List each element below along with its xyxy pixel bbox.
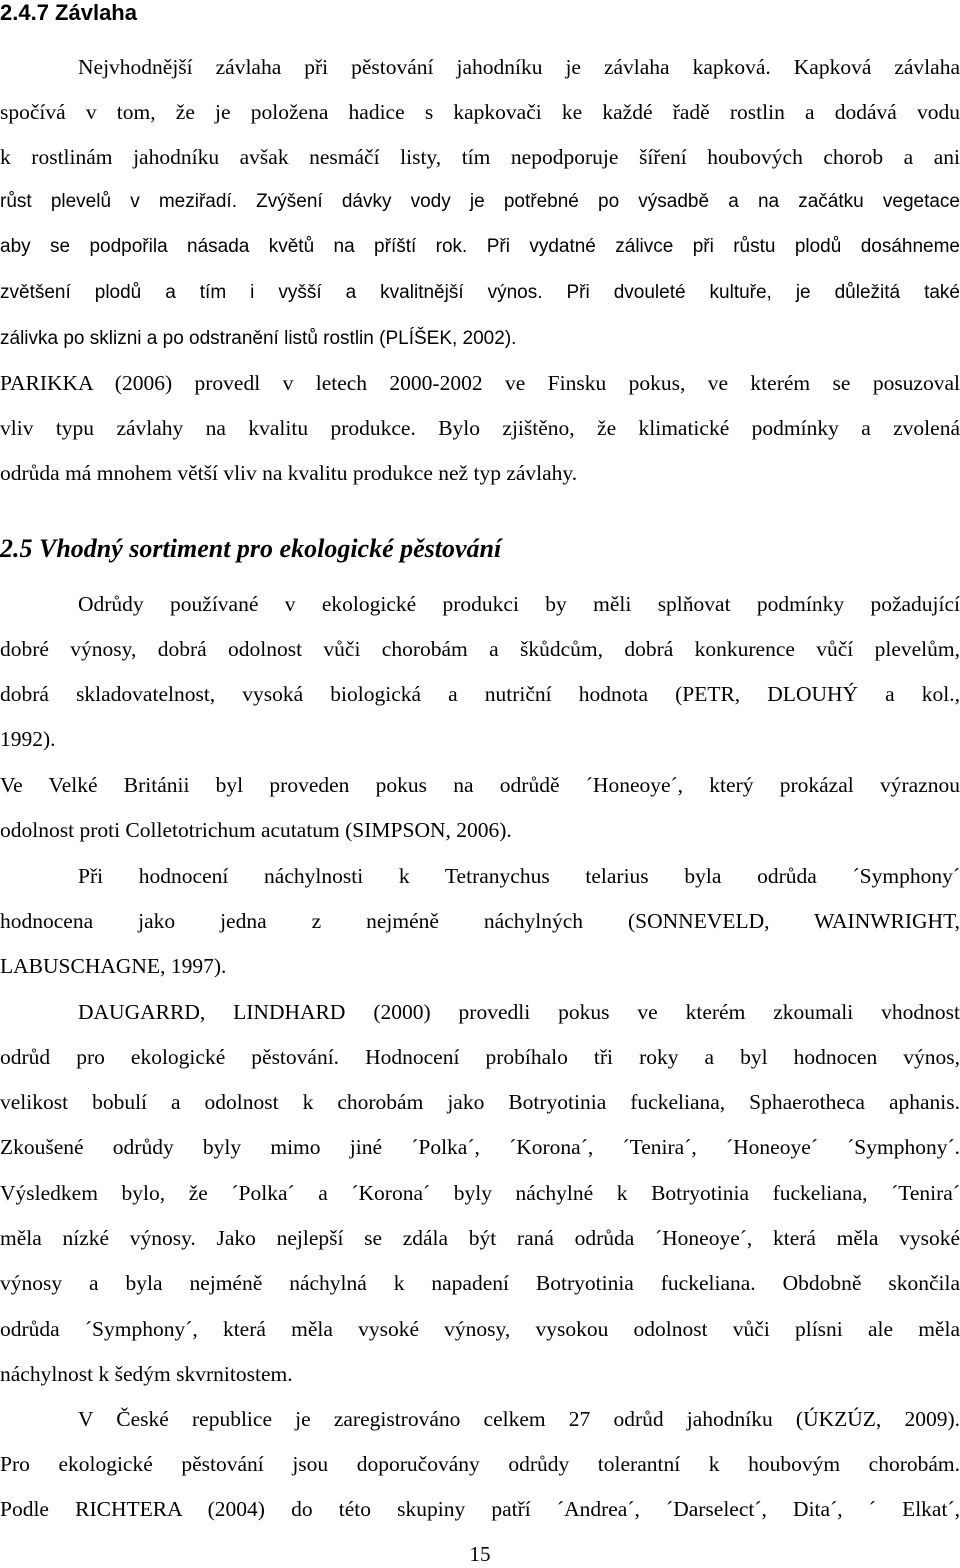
page-number: 15: [469, 1542, 491, 1566]
paragraph-line: výnosy a byla nejméně náchylná k napadení Botryotinia fuckeliana. Obdobně skončila: [0, 1271, 960, 1295]
paragraph-line: Při hodnocení náchylnosti k Tetranychus telarius byla odrůda ´Symphony´: [78, 864, 960, 888]
section-heading-zavlaha: 2.4.7 Závlaha: [0, 0, 137, 25]
paragraph-line: 1992).: [0, 727, 56, 751]
paragraph-line: dobrá skladovatelnost, vysoká biologická a nutriční hodnota (PETR, DLOUHÝ a kol.,: [0, 682, 960, 706]
paragraph-line: zvětšení plodů a tím i vyšší a kvalitnější výnos. Při dvouleté kultuře, je důležitá také: [0, 282, 960, 303]
paragraph-line: Nejvhodnější závlaha při pěstování jahodníku je závlaha kapková. Kapková závlaha: [78, 55, 960, 79]
paragraph-line: velikost bobulí a odolnost k chorobám jako Botryotinia fuckeliana, Sphaerotheca aphanis.: [0, 1090, 960, 1114]
paragraph-line: vliv typu závlahy na kvalitu produkce. Bylo zjištěno, že klimatické podmínky a zvolená: [0, 416, 960, 440]
paragraph-line: Odrůdy používané v ekologické produkci by měli splňovat podmínky požadující: [78, 592, 960, 616]
paragraph-line: dobré výnosy, dobrá odolnost vůči chorobám a škůdcům, dobrá konkurence vůčí plevelům,: [0, 637, 960, 661]
paragraph-line: PARIKKA (2006) provedl v letech 2000-2002 ve Finsku pokus, ve kterém se posuzoval: [0, 371, 960, 395]
paragraph-line: Podle RICHTERA (2004) do této skupiny patří ´Andrea´, ´Darselect´, Dita´, ´ Elkat´,: [0, 1497, 960, 1521]
paragraph-line: odrůda ´Symphony´, která měla vysoké výnosy, vysokou odolnost vůči plísni ale měla: [0, 1317, 960, 1341]
paragraph-line: spočívá v tom, že je položena hadice s kapkovači ke každé řadě rostlin a dodává vodu: [0, 100, 960, 124]
paragraph-line: náchylnost k šedým skvrnitostem.: [0, 1362, 293, 1386]
paragraph-line: LABUSCHAGNE, 1997).: [0, 954, 227, 978]
paragraph-line: aby se podpořila násada květů na příští rok. Při vydatné zálivce při růstu plodů dosáhneme: [0, 236, 960, 257]
paragraph-line: odrůda má mnohem větší vliv na kvalitu produkce než typ závlahy.: [0, 461, 578, 485]
section-heading-sortiment: 2.5 Vhodný sortiment pro ekologické pěstování: [0, 534, 502, 563]
paragraph-line: Výsledkem bylo, že ´Polka´ a ´Korona´ byly náchylné k Botryotinia fuckeliana, ´Tenira´: [0, 1181, 960, 1205]
paragraph-line: k rostlinám jahodníku avšak nesmáčí listy, tím nepodporuje šíření houbových chorob a ani: [0, 145, 960, 169]
paragraph-line: zálivka po sklizni a po odstranění listů rostlin (PLÍŠEK, 2002).: [0, 328, 517, 349]
paragraph-line: růst plevelů v meziřadí. Zvýšení dávky vody je potřebné po výsadbě a na začátku vegetace: [0, 191, 960, 212]
paragraph-line: DAUGARRD, LINDHARD (2000) provedli pokus ve kterém zkoumali vhodnost: [78, 1000, 960, 1024]
paragraph-line: hodnocena jako jedna z nejméně náchylných (SONNEVELD, WAINWRIGHT,: [0, 909, 960, 933]
paragraph-line: Pro ekologické pěstování jsou doporučovány odrůdy tolerantní k houbovým chorobám.: [0, 1452, 960, 1476]
paragraph-line: odolnost proti Colletotrichum acutatum (SIMPSON, 2006).: [0, 818, 512, 842]
paragraph-line: odrůd pro ekologické pěstování. Hodnocení probíhalo tři roky a byl hodnocen výnos,: [0, 1045, 960, 1069]
paragraph-line: V České republice je zaregistrováno celkem 27 odrůd jahodníku (ÚKZÚZ, 2009).: [78, 1407, 960, 1431]
paragraph-line: měla nízké výnosy. Jako nejlepší se zdála být raná odrůda ´Honeoye´, která měla vysoké: [0, 1226, 960, 1250]
paragraph-line: Zkoušené odrůdy byly mimo jiné ´Polka´, ´Korona´, ´Tenira´, ´Honeoye´ ´Symphony´.: [0, 1135, 960, 1159]
paragraph-line: Ve Velké Británii byl proveden pokus na odrůdě ´Honeoye´, který prokázal výraznou: [0, 773, 960, 797]
